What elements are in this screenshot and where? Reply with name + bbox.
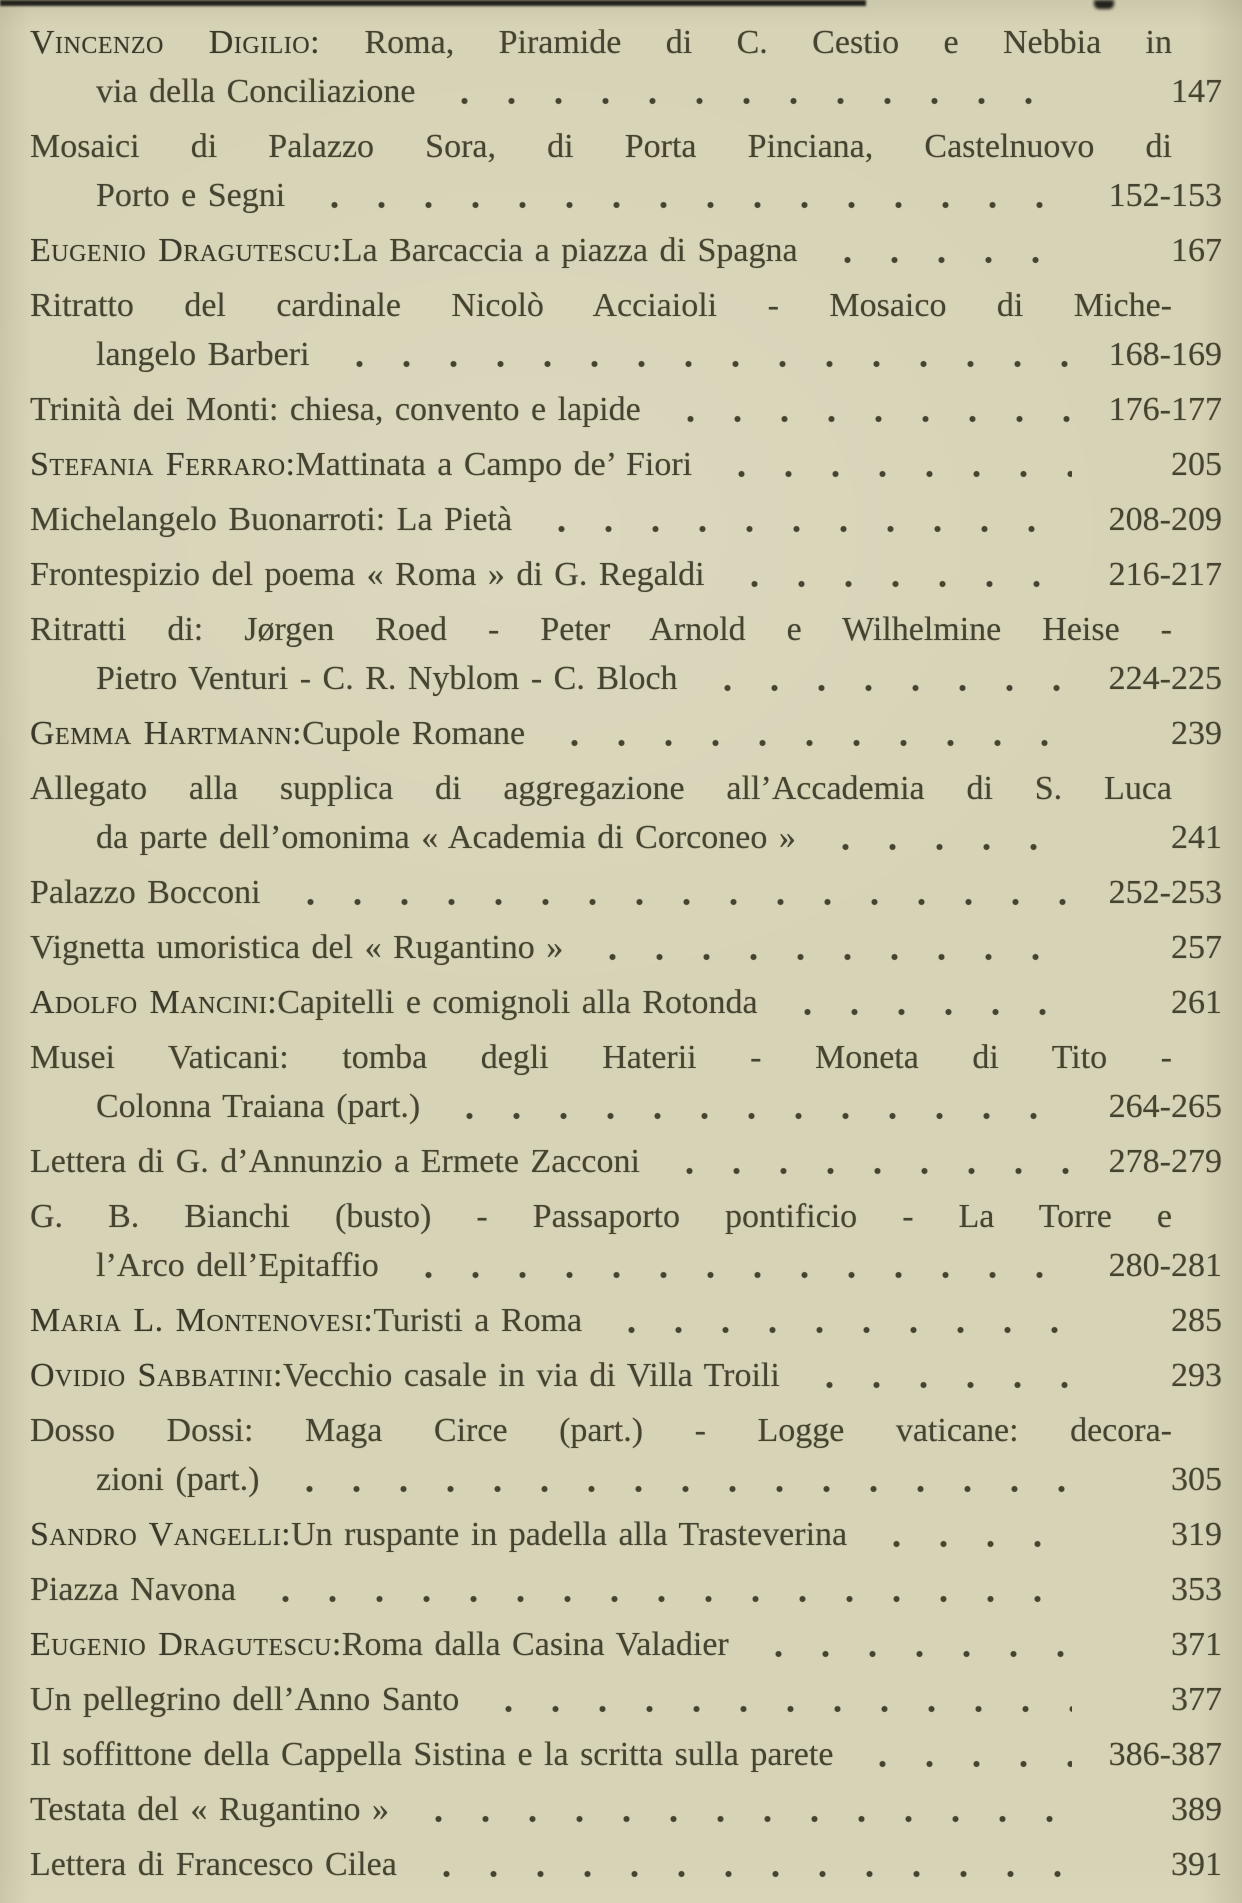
page-number: 208-209: [1108, 501, 1222, 538]
toc-entry-author: Stefania Ferraro:: [30, 446, 296, 483]
toc-entry-text: Un ruspante in padella alla Trasteverina: [291, 1516, 848, 1553]
dot-leader: [431, 67, 1072, 116]
toc-entry: [30, 440, 1222, 489]
toc-entry-line: [30, 550, 1222, 599]
toc-entry: [30, 1565, 1222, 1614]
toc-entry-text: La Barcaccia a piazza di Spagna: [341, 232, 798, 269]
dot-leader: [694, 654, 1072, 703]
toc-entry-author: Vincenzo Digilio:: [30, 24, 321, 61]
toc-entry-author: Gemma Hartmann:: [30, 715, 303, 752]
dot-leader: [395, 1241, 1072, 1290]
toc-entry: [30, 764, 1222, 862]
toc-entry-continuation-line: [30, 1241, 1222, 1290]
toc-entry-line: [30, 1565, 1222, 1614]
indent-spacer: [30, 1082, 96, 1131]
page-number: 319: [1171, 1516, 1222, 1553]
toc-entry-continuation-text: Porto e Segni: [96, 177, 286, 214]
dot-leader: [541, 709, 1072, 758]
toc-entry: [30, 978, 1222, 1027]
page-number: 391: [1171, 1846, 1222, 1883]
toc-entry: [30, 1137, 1222, 1186]
indent-spacer: [30, 171, 96, 220]
toc-entry-text: G. B. Bianchi (busto) - Passaporto pontificio - La Torre e: [30, 1198, 1172, 1235]
toc-entry-text: Dosso Dossi: Maga Circe (part.) - Logge vaticane: decora-: [30, 1412, 1172, 1449]
page-number: 167: [1171, 232, 1222, 269]
dot-leader: [413, 1840, 1072, 1889]
page-number: 216-217: [1108, 556, 1222, 593]
scan-edge-artifact: [0, 0, 866, 6]
toc-entry-text: Michelangelo Buonarroti: La Pietà: [30, 501, 513, 538]
indent-spacer: [30, 654, 96, 703]
toc-entry-title-line: [30, 1406, 1172, 1455]
dot-leader: [721, 550, 1072, 599]
dot-leader: [863, 1510, 1072, 1559]
toc-entry-text: Capitelli e comignoli alla Rotonda: [277, 984, 758, 1021]
toc-entry-continuation-text: langelo Barberi: [96, 336, 310, 373]
toc-entry-line: [30, 868, 1222, 917]
toc-entry-continuation-text: l’Arco dell’Epitaffio: [96, 1247, 379, 1284]
toc-entry-text: Turisti a Roma: [373, 1302, 583, 1339]
indent-spacer: [30, 813, 96, 862]
toc-entry-text: Allegato alla supplica di aggregazione all’Accademia di S. Luca: [30, 770, 1172, 807]
toc-entry-line: [30, 1296, 1222, 1345]
page-number: 257: [1171, 929, 1222, 966]
toc-entry-text: Musei Vaticani: tomba degli Haterii - Moneta di Tito -: [30, 1039, 1172, 1076]
dot-leader: [277, 868, 1072, 917]
toc-entry-author: Adolfo Mancini:: [30, 984, 278, 1021]
page-number: 278-279: [1108, 1143, 1222, 1180]
toc-entry-author: Ovidio Sabbatini:: [30, 1357, 283, 1394]
dot-leader: [657, 385, 1072, 434]
toc-entry-text: Il soffittone della Cappella Sistina e la scritta sulla parete: [30, 1736, 834, 1773]
page-number: 264-265: [1108, 1088, 1222, 1125]
toc-entry-text: Trinità dei Monti: chiesa, convento e lapide: [30, 391, 641, 428]
dot-leader: [796, 1351, 1072, 1400]
indent-spacer: [30, 67, 96, 116]
dot-leader: [812, 813, 1072, 862]
toc-entry-title-line: [30, 281, 1172, 330]
toc-entry: [30, 1510, 1222, 1559]
toc-entry: [30, 1730, 1222, 1779]
toc-entry-text: Mattinata a Campo de’ Fiori: [295, 446, 693, 483]
toc-entry-text: Lettera di Francesco Cilea: [30, 1846, 397, 1883]
toc-entry-continuation-text: da parte dell’omonima « Academia di Corconeo »: [96, 819, 796, 856]
toc-entry: [30, 1406, 1222, 1504]
toc-entry-text: Vecchio casale in via di Villa Troili: [282, 1357, 780, 1394]
page-number: 224-225: [1108, 660, 1222, 697]
toc-entry-text: Frontespizio del poema « Roma » di G. Regaldi: [30, 556, 705, 593]
toc-entry-title-line: [30, 605, 1172, 654]
toc-entry-text: Vignetta umoristica del « Rugantino »: [30, 929, 564, 966]
dot-leader: [475, 1675, 1072, 1724]
dot-leader: [598, 1296, 1072, 1345]
dot-leader: [301, 171, 1072, 220]
indent-spacer: [30, 1455, 96, 1504]
toc-entry: [30, 226, 1222, 275]
toc-entry-title-line: [30, 764, 1172, 813]
toc-entry-continuation-line: [30, 1455, 1222, 1504]
toc-entry-line: [30, 226, 1222, 275]
dot-leader: [745, 1620, 1072, 1669]
toc-entry: [30, 385, 1222, 434]
toc-entry: [30, 122, 1222, 220]
toc-entry-text: Piazza Navona: [30, 1571, 236, 1608]
toc-entry-line: [30, 440, 1222, 489]
toc-entry-continuation-line: [30, 1082, 1222, 1131]
toc-entry-line: [30, 978, 1222, 1027]
toc-entry: [30, 1192, 1222, 1290]
toc-entry-line: [30, 1137, 1222, 1186]
toc-entry-line: [30, 1510, 1222, 1559]
toc-entry-text: Ritratti di: Jørgen Roed - Peter Arnold e Wilhelmine Heise -: [30, 611, 1172, 648]
toc-entry-line: [30, 1730, 1222, 1779]
toc-entry: [30, 709, 1222, 758]
toc-entry-author: Eugenio Dragutescu:: [30, 232, 342, 269]
page-number: 147: [1171, 73, 1222, 110]
toc-entry-title-line: [30, 1033, 1172, 1082]
dot-leader: [814, 226, 1072, 275]
page-number: 205: [1171, 446, 1222, 483]
toc-entry-line: [30, 1351, 1222, 1400]
toc-entry-line: [30, 1840, 1222, 1889]
toc-entry-continuation-line: [30, 171, 1222, 220]
page-number: 261: [1171, 984, 1222, 1021]
dot-leader: [436, 1082, 1072, 1131]
page-number: 176-177: [1108, 391, 1222, 428]
page-number: 280-281: [1108, 1247, 1222, 1284]
toc-entry-continuation-line: [30, 654, 1222, 703]
toc-entry-text: Cupole Romane: [302, 715, 526, 752]
dot-leader: [774, 978, 1072, 1027]
page-number: 168-169: [1108, 336, 1222, 373]
toc-entry: [30, 1840, 1222, 1889]
dot-leader: [708, 440, 1072, 489]
page-number: 371: [1171, 1626, 1222, 1663]
toc-entry: [30, 1033, 1222, 1131]
toc-entry: [30, 605, 1222, 703]
illustrations-toc-list: [30, 18, 1222, 1889]
page-number: 293: [1171, 1357, 1222, 1394]
dot-leader: [528, 495, 1072, 544]
page-number: 377: [1171, 1681, 1222, 1718]
toc-entry-text: Testata del « Rugantino »: [30, 1791, 389, 1828]
dot-leader: [849, 1730, 1072, 1779]
toc-entry-continuation-text: via della Conciliazione: [96, 73, 416, 110]
toc-entry: [30, 1785, 1222, 1834]
page-number: 285: [1171, 1302, 1222, 1339]
toc-entry-continuation-text: zioni (part.): [96, 1461, 260, 1498]
toc-entry: [30, 1620, 1222, 1669]
toc-entry-title-line: [30, 1192, 1172, 1241]
toc-entry: [30, 281, 1222, 379]
page-number: 152-153: [1108, 177, 1222, 214]
toc-entry-line: [30, 385, 1222, 434]
toc-entry: [30, 1296, 1222, 1345]
toc-entry-text: Palazzo Bocconi: [30, 874, 261, 911]
dot-leader: [579, 923, 1072, 972]
page-number: 241: [1171, 819, 1222, 856]
toc-entry-continuation-text: Colonna Traiana (part.): [96, 1088, 421, 1125]
toc-entry: [30, 550, 1222, 599]
toc-entry-text: Roma, Piramide di C. Cestio e Nebbia in: [364, 24, 1173, 61]
toc-entry-line: [30, 495, 1222, 544]
page-number: 386-387: [1108, 1736, 1222, 1773]
toc-entry-text: Mosaici di Palazzo Sora, di Porta Pinciana, Castelnuovo di: [30, 128, 1172, 165]
toc-entry-continuation-text: Pietro Venturi - C. R. Nyblom - C. Bloch: [96, 660, 678, 697]
toc-entry: [30, 1351, 1222, 1400]
indent-spacer: [30, 1241, 96, 1290]
toc-entry: [30, 868, 1222, 917]
toc-entry-continuation-line: [30, 67, 1222, 116]
toc-entry-author: Maria L. Montenovesi:: [30, 1302, 374, 1339]
toc-entry-line: [30, 709, 1222, 758]
toc-entry-continuation-line: [30, 813, 1222, 862]
toc-entry-text: Lettera di G. d’Annunzio a Ermete Zacconi: [30, 1143, 640, 1180]
toc-entry-title-line: [30, 122, 1172, 171]
toc-entry-line: [30, 1675, 1222, 1724]
indent-spacer: [30, 330, 96, 379]
toc-entry: [30, 18, 1222, 116]
toc-entry-text: Ritratto del cardinale Nicolò Acciaioli - Mosaico di Miche-: [30, 287, 1172, 324]
toc-entry-title-line: [30, 18, 1172, 67]
page-number: 353: [1171, 1571, 1222, 1608]
toc-entry: [30, 1675, 1222, 1724]
scan-edge-artifact: [1094, 0, 1114, 9]
dot-leader: [326, 330, 1072, 379]
toc-entry-line: [30, 1620, 1222, 1669]
page-number: 305: [1171, 1461, 1222, 1498]
page-number: 252-253: [1108, 874, 1222, 911]
toc-entry-line: [30, 923, 1222, 972]
dot-leader: [656, 1137, 1072, 1186]
dot-leader: [405, 1785, 1072, 1834]
page-number: 389: [1171, 1791, 1222, 1828]
toc-entry-author: Eugenio Dragutescu:: [30, 1626, 342, 1663]
dot-leader: [276, 1455, 1073, 1504]
toc-entry-line: [30, 1785, 1222, 1834]
dot-leader: [252, 1565, 1072, 1614]
toc-entry: [30, 495, 1222, 544]
toc-entry-author: Sandro Vangelli:: [30, 1516, 292, 1553]
toc-entry-continuation-line: [30, 330, 1222, 379]
toc-entry-text: Un pellegrino dell’Anno Santo: [30, 1681, 460, 1718]
page-number: 239: [1171, 715, 1222, 752]
toc-entry: [30, 923, 1222, 972]
toc-entry-text: Roma dalla Casina Valadier: [341, 1626, 729, 1663]
